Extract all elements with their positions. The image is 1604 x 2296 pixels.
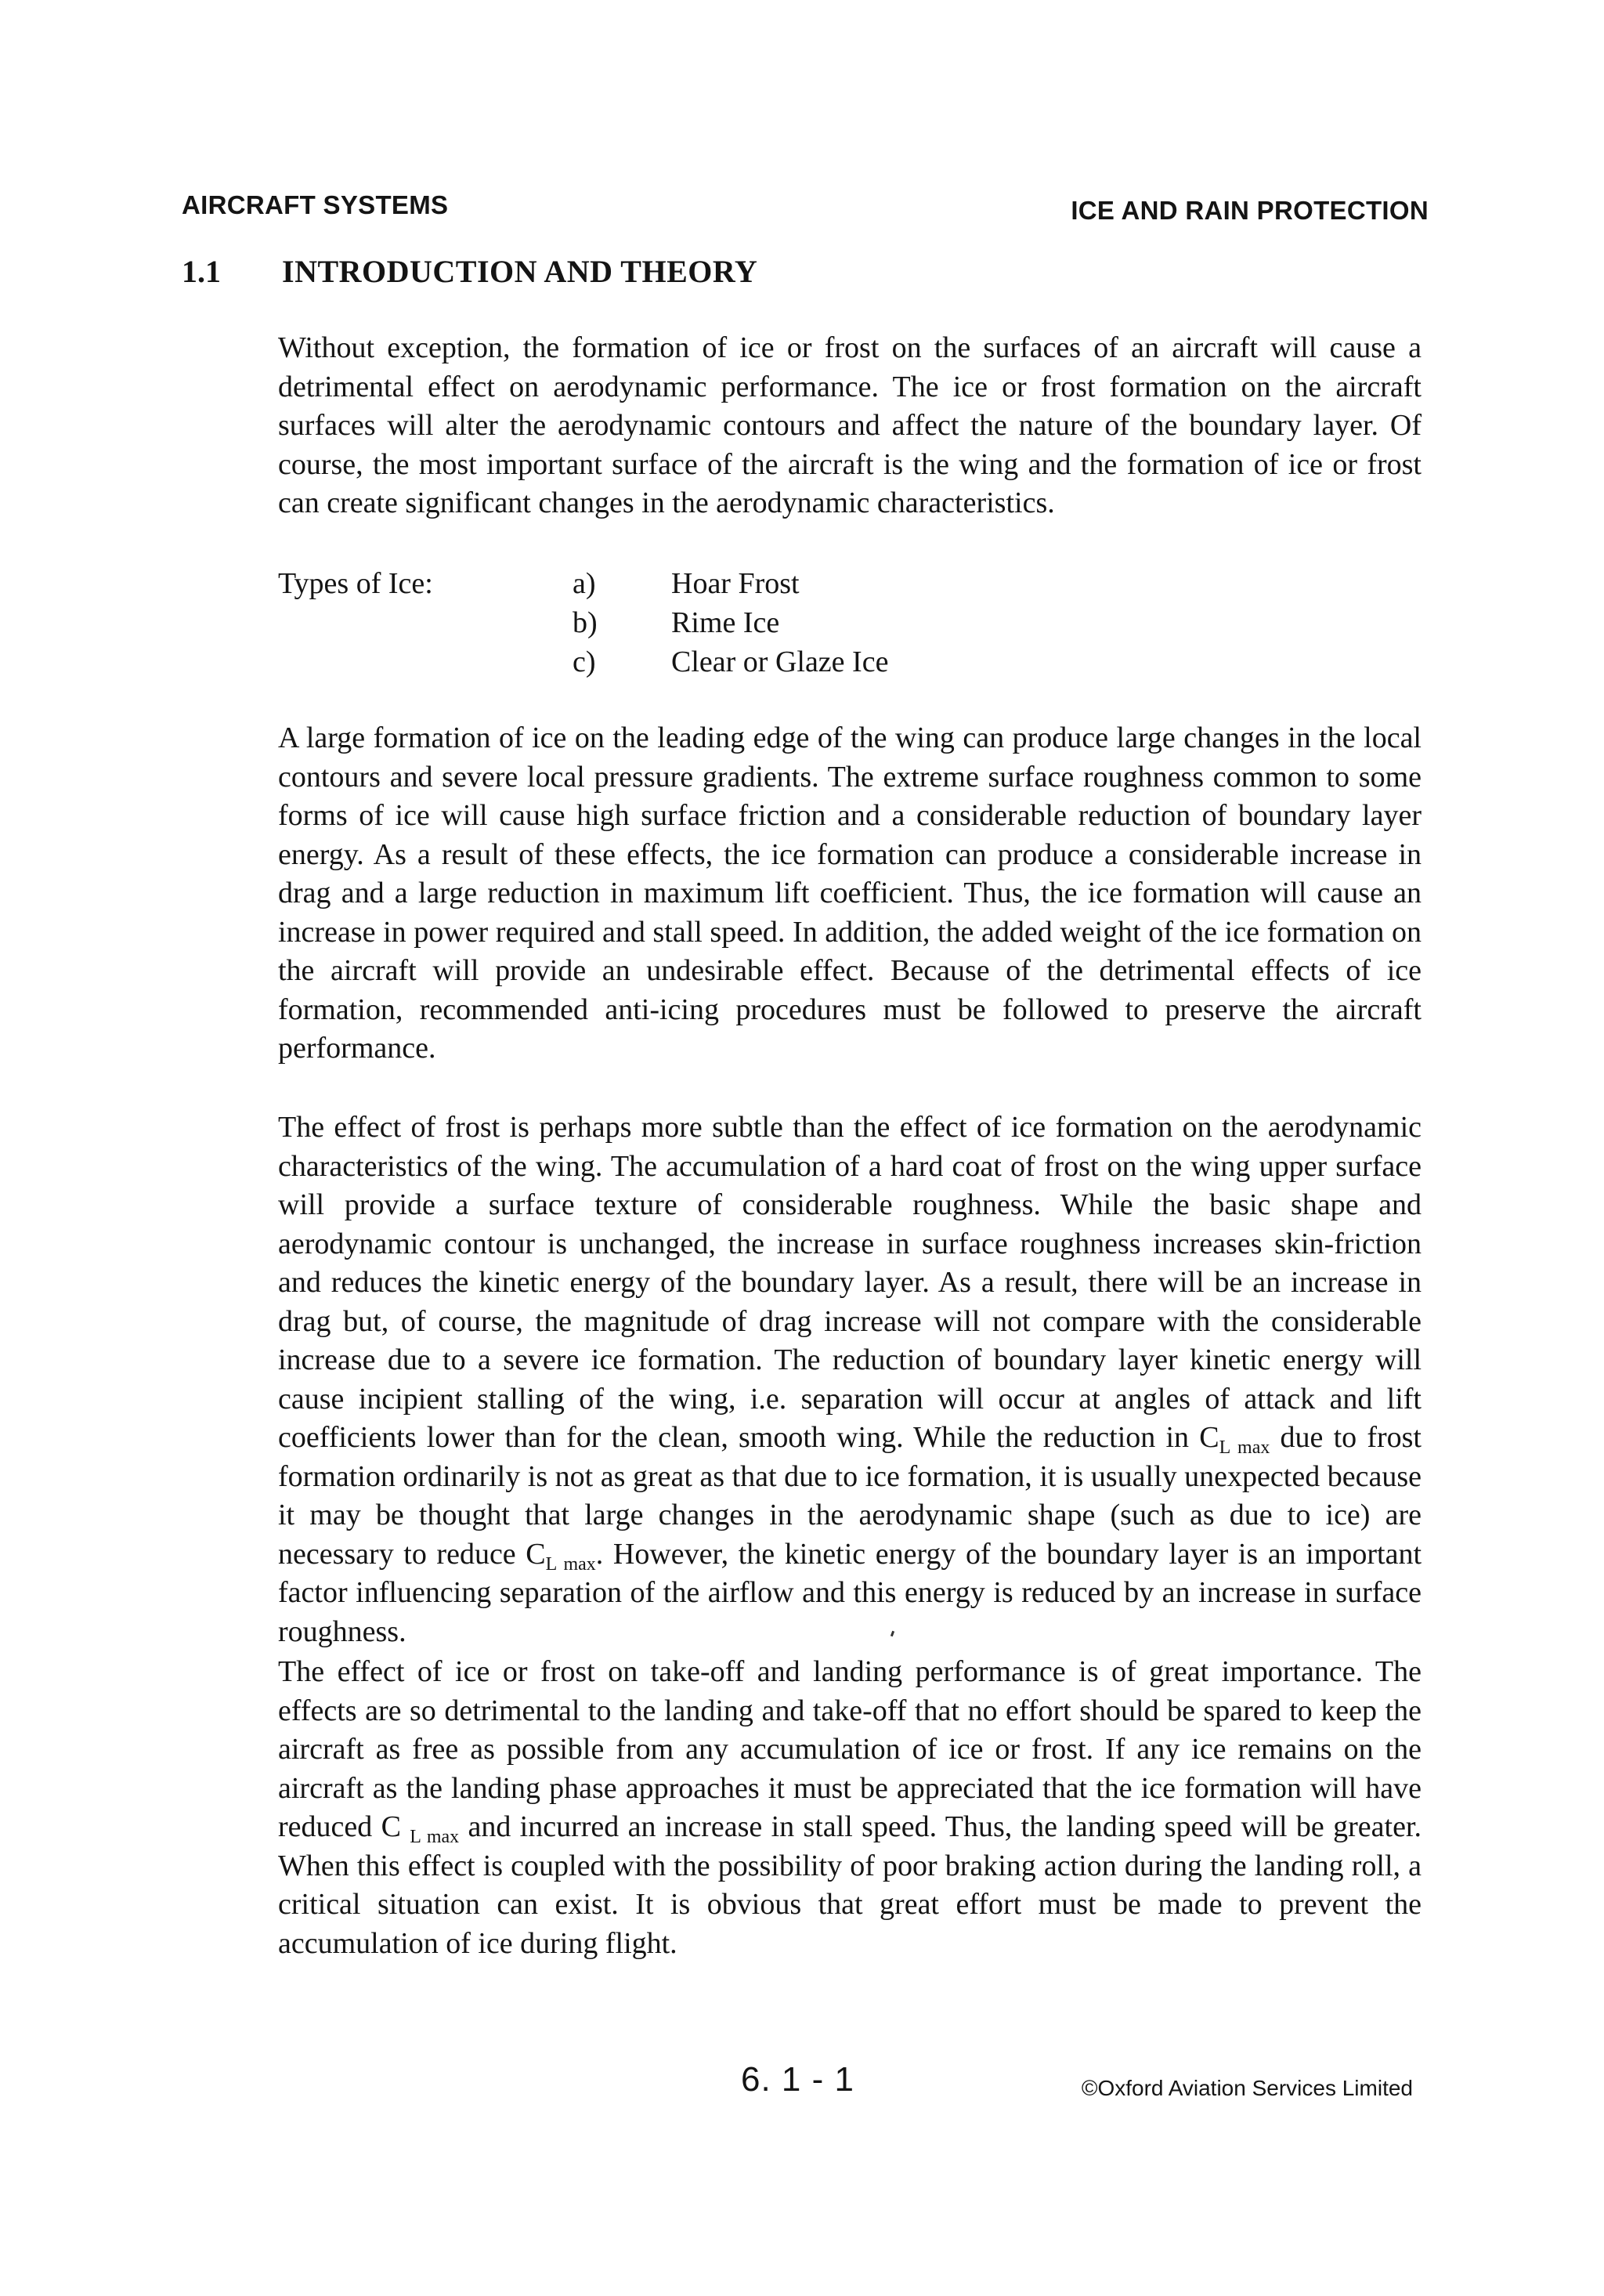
list-item-name: Hoar Frost xyxy=(671,567,800,600)
ice-types-label: Types of Ice: xyxy=(278,567,433,600)
list-item-name: Rime Ice xyxy=(671,606,780,639)
section-number: 1.1 xyxy=(182,254,221,289)
paragraph-4: The effect of ice or frost on take-off and landing performance is of great importance. The effects are so detrimental to the landing and take-off that no effort should be spared to keep the aircraft as free as possible from any accumulation of ice or frost. If any ice remains on the aircraft as the landing phase approaches it must be appreciated that the ice formation will have reduced C $_{L max}$ and incurred an increase in stall speed. Thus, the landing speed will be greater. When this effect is coupled with the possibility of poor braking action during the landing roll, a critical situation can exist. It is obvious that great effort must be made to prevent the accumulation of ice during flight. xyxy=(278,1655,1422,1960)
list-item xyxy=(278,564,1061,603)
paragraph-1: Without exception, the formation of ice or frost on the surfaces of an aircraft will cause a detrimental effect on aerodynamic performance. The ice or frost formation on the aircraft surfaces will alter the aerodynamic contours and affect the nature of the boundary layer. Of course, the most important surface of the aircraft is the wing and the formation of ice or frost can create significant changes in the aerodynamic characteristics. xyxy=(278,331,1422,519)
subscript-l-max: L max xyxy=(1219,1437,1270,1458)
section-title: INTRODUCTION AND THEORY xyxy=(282,254,758,289)
paragraph-frost-effects xyxy=(278,1108,1422,1651)
list-item xyxy=(278,603,1061,642)
subscript-l-max: L max xyxy=(545,1553,596,1575)
paragraph-takeoff-landing xyxy=(278,1653,1422,1963)
running-header-right: ICE AND RAIN PROTECTION xyxy=(1071,196,1429,225)
copyright-notice: ©Oxford Aviation Services Limited xyxy=(1081,2076,1413,2100)
list-item-name: Clear or Glaze Ice xyxy=(671,645,889,678)
paragraph-intro xyxy=(278,329,1422,523)
paragraph-2: A large formation of ice on the leading edge of the wing can produce large changes in the local contours and severe local pressure gradients. The extreme surface roughness common to some forms of ice will cause high surface friction and a considerable reduction of boundary layer energy. As a result of these effects, the ice formation can produce a considerable increase in drag and a large reduction in maximum lift coefficient. Thus, the ice formation will cause an increase in power required and stall speed. In addition, the added weight of the ice formation on the aircraft will provide an undesirable effect. Because of the detrimental effects of ice formation, recommended anti-icing procedures must be followed to preserve the aircraft performance. xyxy=(278,721,1422,1065)
list-item-letter: b) xyxy=(573,606,598,639)
list-item xyxy=(278,642,1061,682)
list-item-letter: a) xyxy=(573,567,596,600)
paragraph-ice-effects xyxy=(278,719,1422,1068)
ice-types-list xyxy=(278,564,1061,682)
list-item-letter: c) xyxy=(573,645,596,678)
paragraph-3: The effect of frost is perhaps more subtle than the effect of ice formation on the aerodynamic characteristics of the wing. The accumulation of a hard coat of frost on the wing upper surface will provide a surface texture of considerable roughness. While the basic shape and aerodynamic contour is unchanged, the increase in surface roughness increases skin-friction and reduces the kinetic energy of the boundary layer. As a result, there will be an increase in drag but, of course, the magnitude of drag increase will not compare with the considerable increase due to a severe ice formation. The reduction of boundary layer kinetic energy will cause incipient stalling of the wing, i.e. separation will occur at angles of attack and lift coefficients lower than for the clean, smooth wing. While the reduction in $C_{L max}$ due to frost formation ordinarily is not as great as that due to ice formation, it is usually unexpected because it may be thought that large changes in the aerodynamic shape (such as due to ice) are necessary to reduce $C_{L max}$. However, the kinetic energy of the boundary layer is an important factor influencing separation of the airflow and this energy is reduced by an increase in surface roughness. xyxy=(278,1111,1422,1648)
page-number: 6. 1 - 1 xyxy=(741,2060,854,2099)
running-header-left: AIRCRAFT SYSTEMS xyxy=(182,190,449,219)
subscript-l-max: L max xyxy=(410,1827,460,1847)
